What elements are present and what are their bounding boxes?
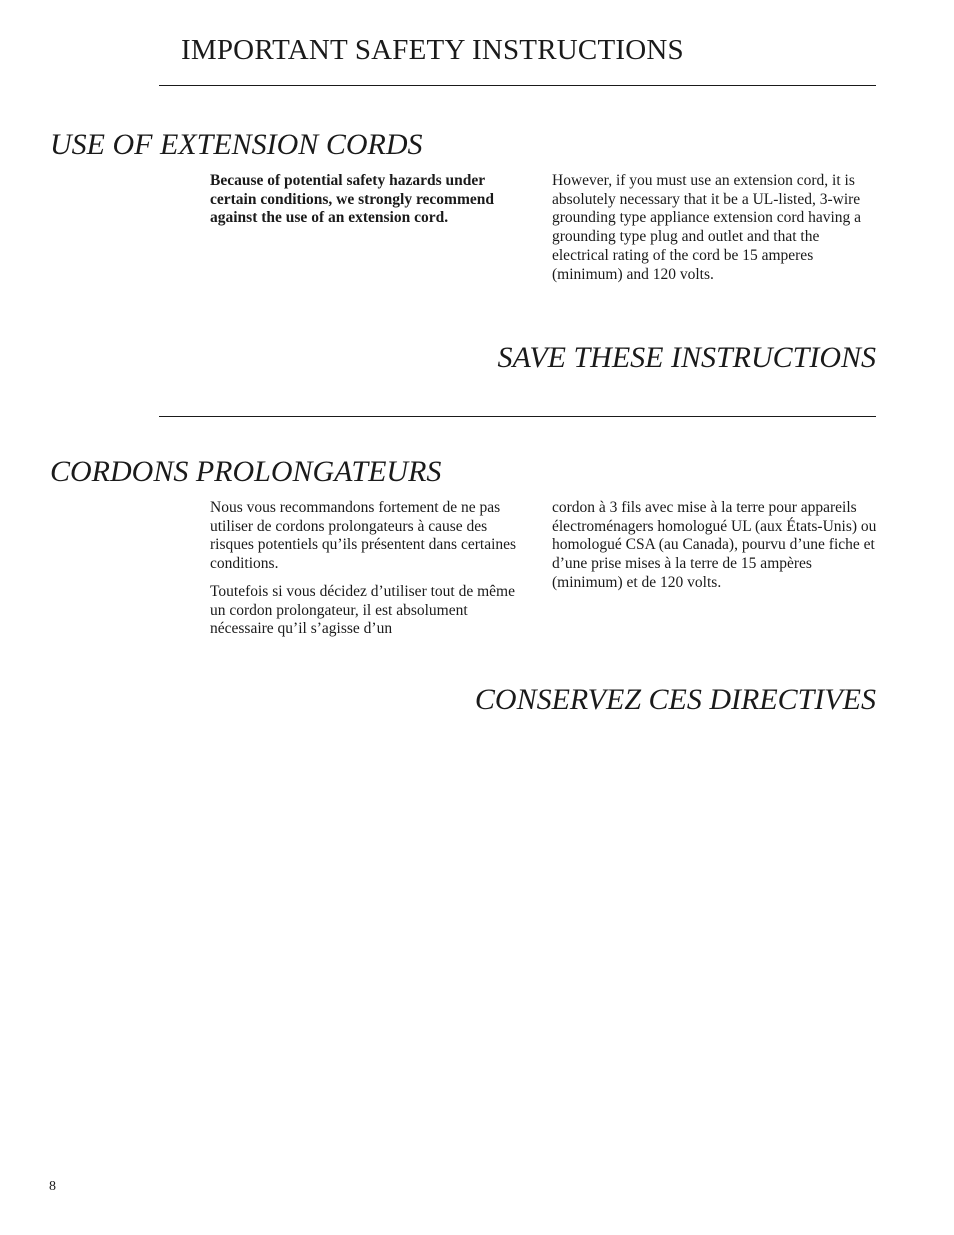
french-left-column xyxy=(210,499,522,648)
page-title: IMPORTANT SAFETY INSTRUCTIONS xyxy=(181,34,684,66)
save-instructions-heading: SAVE THESE INSTRUCTIONS xyxy=(497,341,876,374)
english-left-column xyxy=(210,172,522,237)
section-heading-cordons-prolongateurs: CORDONS PROLONGATEURS xyxy=(50,455,442,488)
french-right-column xyxy=(552,499,877,602)
french-requirements-start: Toutefois si vous décidez d’utiliser tout de même un cordon prolongateur, il est absolument nécessaire qu’il s’agisse d’un xyxy=(210,582,515,638)
french-recommendation: Nous vous recommandons fortement de ne pas utiliser de cordons prolongateurs à cause des risques potentiels qu’ils présentent dans certaines conditions. xyxy=(210,499,517,573)
section-heading-extension-cords: USE OF EXTENSION CORDS xyxy=(50,128,423,161)
extension-cord-warning: Because of potential safety hazards under certain conditions, we strongly recommend against the use of an extension cord. xyxy=(210,172,494,227)
section-divider xyxy=(159,416,876,417)
page-number: 8 xyxy=(49,1179,56,1194)
english-right-column xyxy=(552,172,877,293)
top-divider xyxy=(159,85,876,86)
extension-cord-requirements: However, if you must use an extension cord, it is absolutely necessary that it be a UL-listed, 3-wire grounding type appliance extension cord having a grounding type plug and outlet and that the electrical rating of the cord be 15 amperes (minimum) and 120 volts. xyxy=(552,172,862,283)
french-requirements-continued: cordon à 3 fils avec mise à la terre pour appareils électroménagers homologué UL (aux États-Unis) ou homologué CSA (au Canada), pourvu d’une fiche et d’une prise mises à la terre de 15 ampères (minimum) et de 120 volts. xyxy=(552,499,877,591)
conservez-directives-heading: CONSERVEZ CES DIRECTIVES xyxy=(474,683,876,716)
